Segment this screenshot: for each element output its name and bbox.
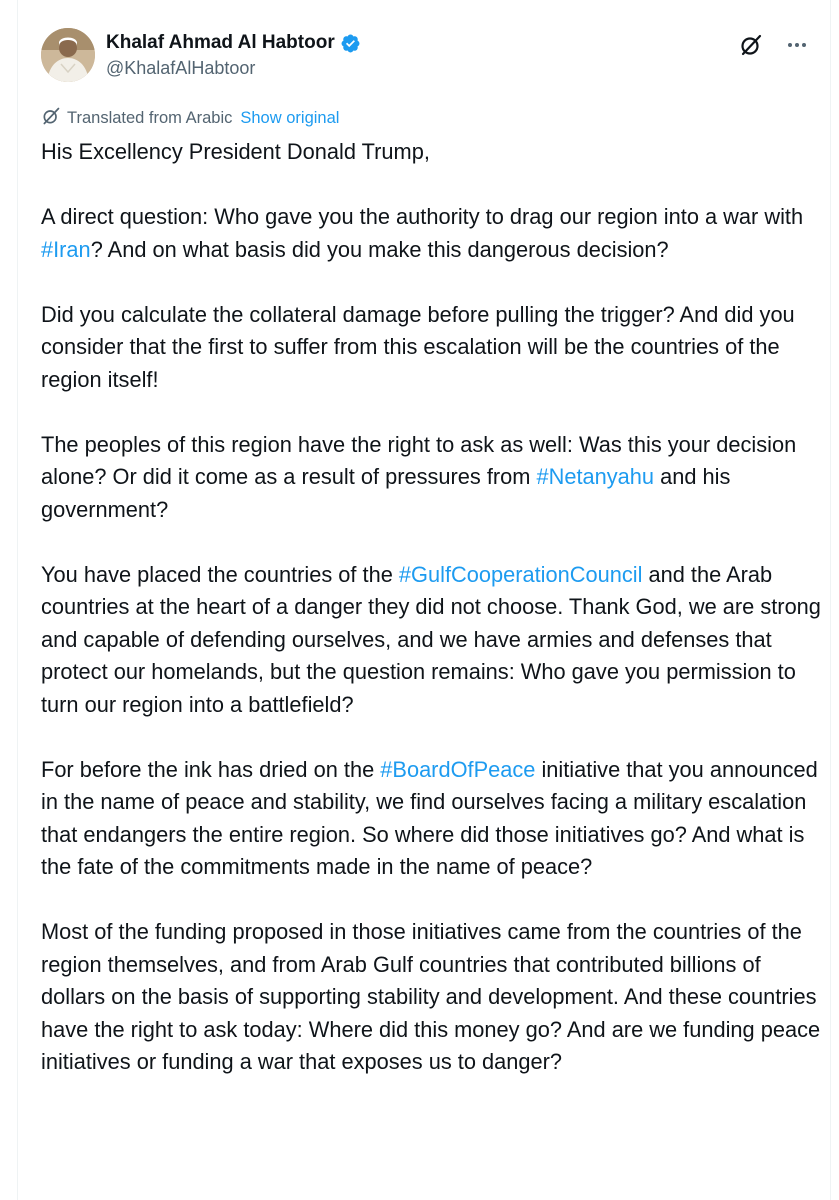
translated-label: Translated from Arabic [67, 109, 233, 127]
tweet-paragraph [41, 754, 821, 884]
verified-badge-icon[interactable] [340, 33, 361, 54]
tweet-text-segment: The peoples of this region have the right to ask as well: Was this your decision alone? Or did it come as a result of pressures from [41, 431, 797, 489]
tweet-text-segment: and his government? [41, 464, 731, 522]
tweet-text-segment: and the Arab countries at the heart of a danger they did not choose. Thank God, we are strong and capable of defending ourselves, and we have armies and defenses that protect our homelands, but the question remains: Who gave you permission to turn our region into a battlefield? [41, 561, 821, 717]
tweet-text-segment: You have placed the countries of the [41, 561, 399, 587]
avatar-image [41, 28, 95, 82]
author-names [106, 31, 361, 81]
display-name-row[interactable] [106, 31, 361, 55]
tweet-paragraph [41, 201, 821, 266]
more-icon[interactable] [784, 32, 810, 58]
tweet-text-segment: A direct question: Who gave you the authority to drag our region into a war with [41, 204, 804, 229]
tweet-header [41, 28, 830, 84]
translate-icon [41, 106, 61, 131]
tweet-text-segment: ? And on what basis did you make this dangerous decision? [90, 236, 669, 262]
tweet-text-segment: Did you calculate the collateral damage before pulling the trigger? And did you consider that the first to suffer from this escalation will be the countries of the region itself! [41, 301, 795, 392]
tweet-text [41, 136, 821, 1111]
tweet-paragraph [41, 559, 821, 722]
tweet-text-segment: His Excellency President Donald Trump, [41, 139, 430, 164]
tweet-paragraph [41, 299, 821, 397]
tweet-paragraph [41, 429, 821, 527]
display-name[interactable]: Khalaf Ahmad Al Habtoor [106, 32, 335, 53]
avatar[interactable] [41, 28, 95, 82]
tweet-container [17, 0, 831, 1200]
show-original-link[interactable]: Show original [240, 109, 340, 127]
author-handle[interactable]: @KhalafAlHabtoor [106, 58, 256, 78]
hashtag-link[interactable]: #Iran [41, 236, 91, 262]
hashtag-link[interactable]: #BoardOfPeace [380, 756, 536, 782]
tweet-text-segment: Most of the funding proposed in those initiatives came from the countries of the region themselves, and from Arab Gulf countries that contributed billions of dollars on the basis of supporting stability and development. And these countries have the right to ask today: Where did this money go? And are we funding peace initiatives or funding a war that exposes us to danger? [41, 919, 821, 1074]
tweet-text-segment: For before the ink has dried on the [41, 756, 381, 782]
tweet-paragraph [41, 136, 821, 169]
translation-bar [41, 106, 339, 131]
hashtag-link[interactable]: #GulfCooperationCouncil [398, 561, 643, 587]
hashtag-link[interactable]: #Netanyahu [536, 464, 655, 489]
tweet-paragraph [41, 916, 821, 1079]
grok-icon[interactable] [738, 32, 764, 58]
top-actions [738, 32, 810, 58]
tweet-text-segment: initiative that you announced in the name of peace and stability, we find ourselves facing a military escalation that endangers the entire region. So where did those initiatives go? And what is the fate of the commitments made in the name of peace? [41, 756, 818, 879]
